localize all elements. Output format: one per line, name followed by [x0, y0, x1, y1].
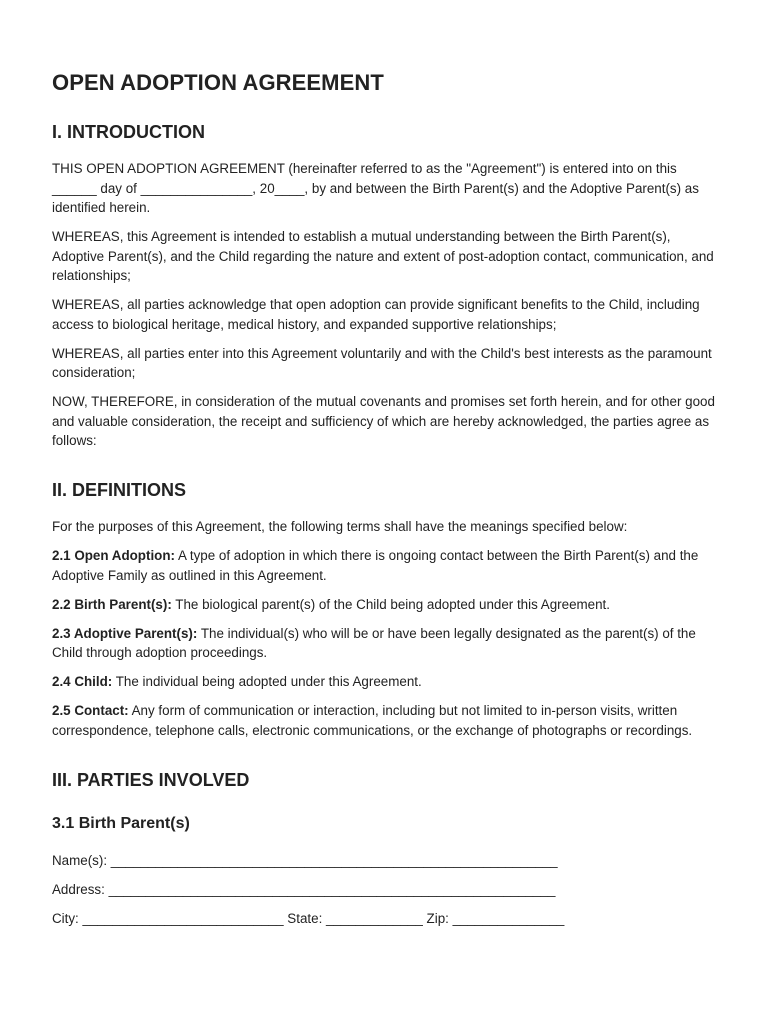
definition-item	[52, 624, 722, 663]
introduction-heading: I. INTRODUCTION	[52, 122, 205, 142]
birth-parent-city-state-zip-field[interactable]: City: ___________________________ State: _____________ Zip: _______________	[52, 910, 565, 926]
introduction-section	[52, 122, 722, 451]
document-page	[52, 70, 722, 938]
introduction-paragraph: THIS OPEN ADOPTION AGREEMENT (hereinafter referred to as the "Agreement") is entered into on this ______ day of _______________, 20____, by and between the Birth Parent(s) and the Adoptive Parent(s) as identified herein.	[52, 161, 699, 215]
whereas-paragraph: WHEREAS, all parties enter into this Agreement voluntarily and with the Child's best interests as the paramount consideration;	[52, 345, 712, 380]
now-therefore-paragraph: NOW, THEREFORE, in consideration of the mutual covenants and promises set forth herein, and for other good and valuable consideration, the receipt and sufficiency of which are hereby acknowledged, the parties agree as follows:	[52, 394, 715, 448]
definition-term: 2.5 Contact:	[52, 703, 129, 718]
definition-term: 2.4 Child:	[52, 674, 113, 689]
definition-term: 2.1 Open Adoption:	[52, 548, 175, 563]
definition-item	[52, 595, 722, 615]
definition-text: Any form of communication or interaction, including but not limited to in-person visits, written correspondence, telephone calls, electronic communications, or the exchange of photographs or recordings.	[52, 703, 693, 738]
definitions-section	[52, 480, 722, 740]
definitions-heading: II. DEFINITIONS	[52, 480, 187, 500]
birth-parent-address-field[interactable]: Address: ____________________________________________________________	[52, 881, 556, 897]
definition-item	[52, 546, 722, 585]
document-title: OPEN ADOPTION AGREEMENT	[52, 70, 384, 95]
parties-heading: III. PARTIES INVOLVED	[52, 769, 250, 790]
definition-term: 2.2 Birth Parent(s):	[52, 596, 172, 612]
birth-parents-heading: 3.1 Birth Parent(s)	[52, 814, 190, 832]
definition-item	[52, 672, 722, 692]
definition-item	[52, 701, 722, 740]
definition-text: The biological parent(s) of the Child being adopted under this Agreement.	[171, 596, 610, 612]
definition-text: A type of adoption in which there is ongoing contact between the Birth Parent(s) and the Adoptive Family as outlined in this Agreement.	[52, 548, 699, 583]
whereas-paragraph: WHEREAS, this Agreement is intended to establish a mutual understanding between the Birth Parent(s), Adoptive Parent(s), and the Child regarding the nature and extent of post-adoption contact, communication, and relationships;	[52, 229, 714, 283]
definition-text: The individual being adopted under this Agreement.	[112, 674, 422, 689]
definitions-intro: For the purposes of this Agreement, the following terms shall have the meanings specified below:	[52, 519, 628, 534]
whereas-paragraph: WHEREAS, all parties acknowledge that open adoption can provide significant benefits to the Child, including access to biological heritage, medical history, and expanded supportive relationships;	[52, 297, 700, 332]
birth-parent-names-field[interactable]: Name(s): ____________________________________________________________	[52, 852, 558, 868]
definition-text: The individual(s) who will be or have been legally designated as the parent(s) of the Child through adoption proceedings.	[52, 625, 696, 660]
definition-term: 2.3 Adoptive Parent(s):	[52, 625, 198, 641]
parties-section	[52, 770, 722, 929]
